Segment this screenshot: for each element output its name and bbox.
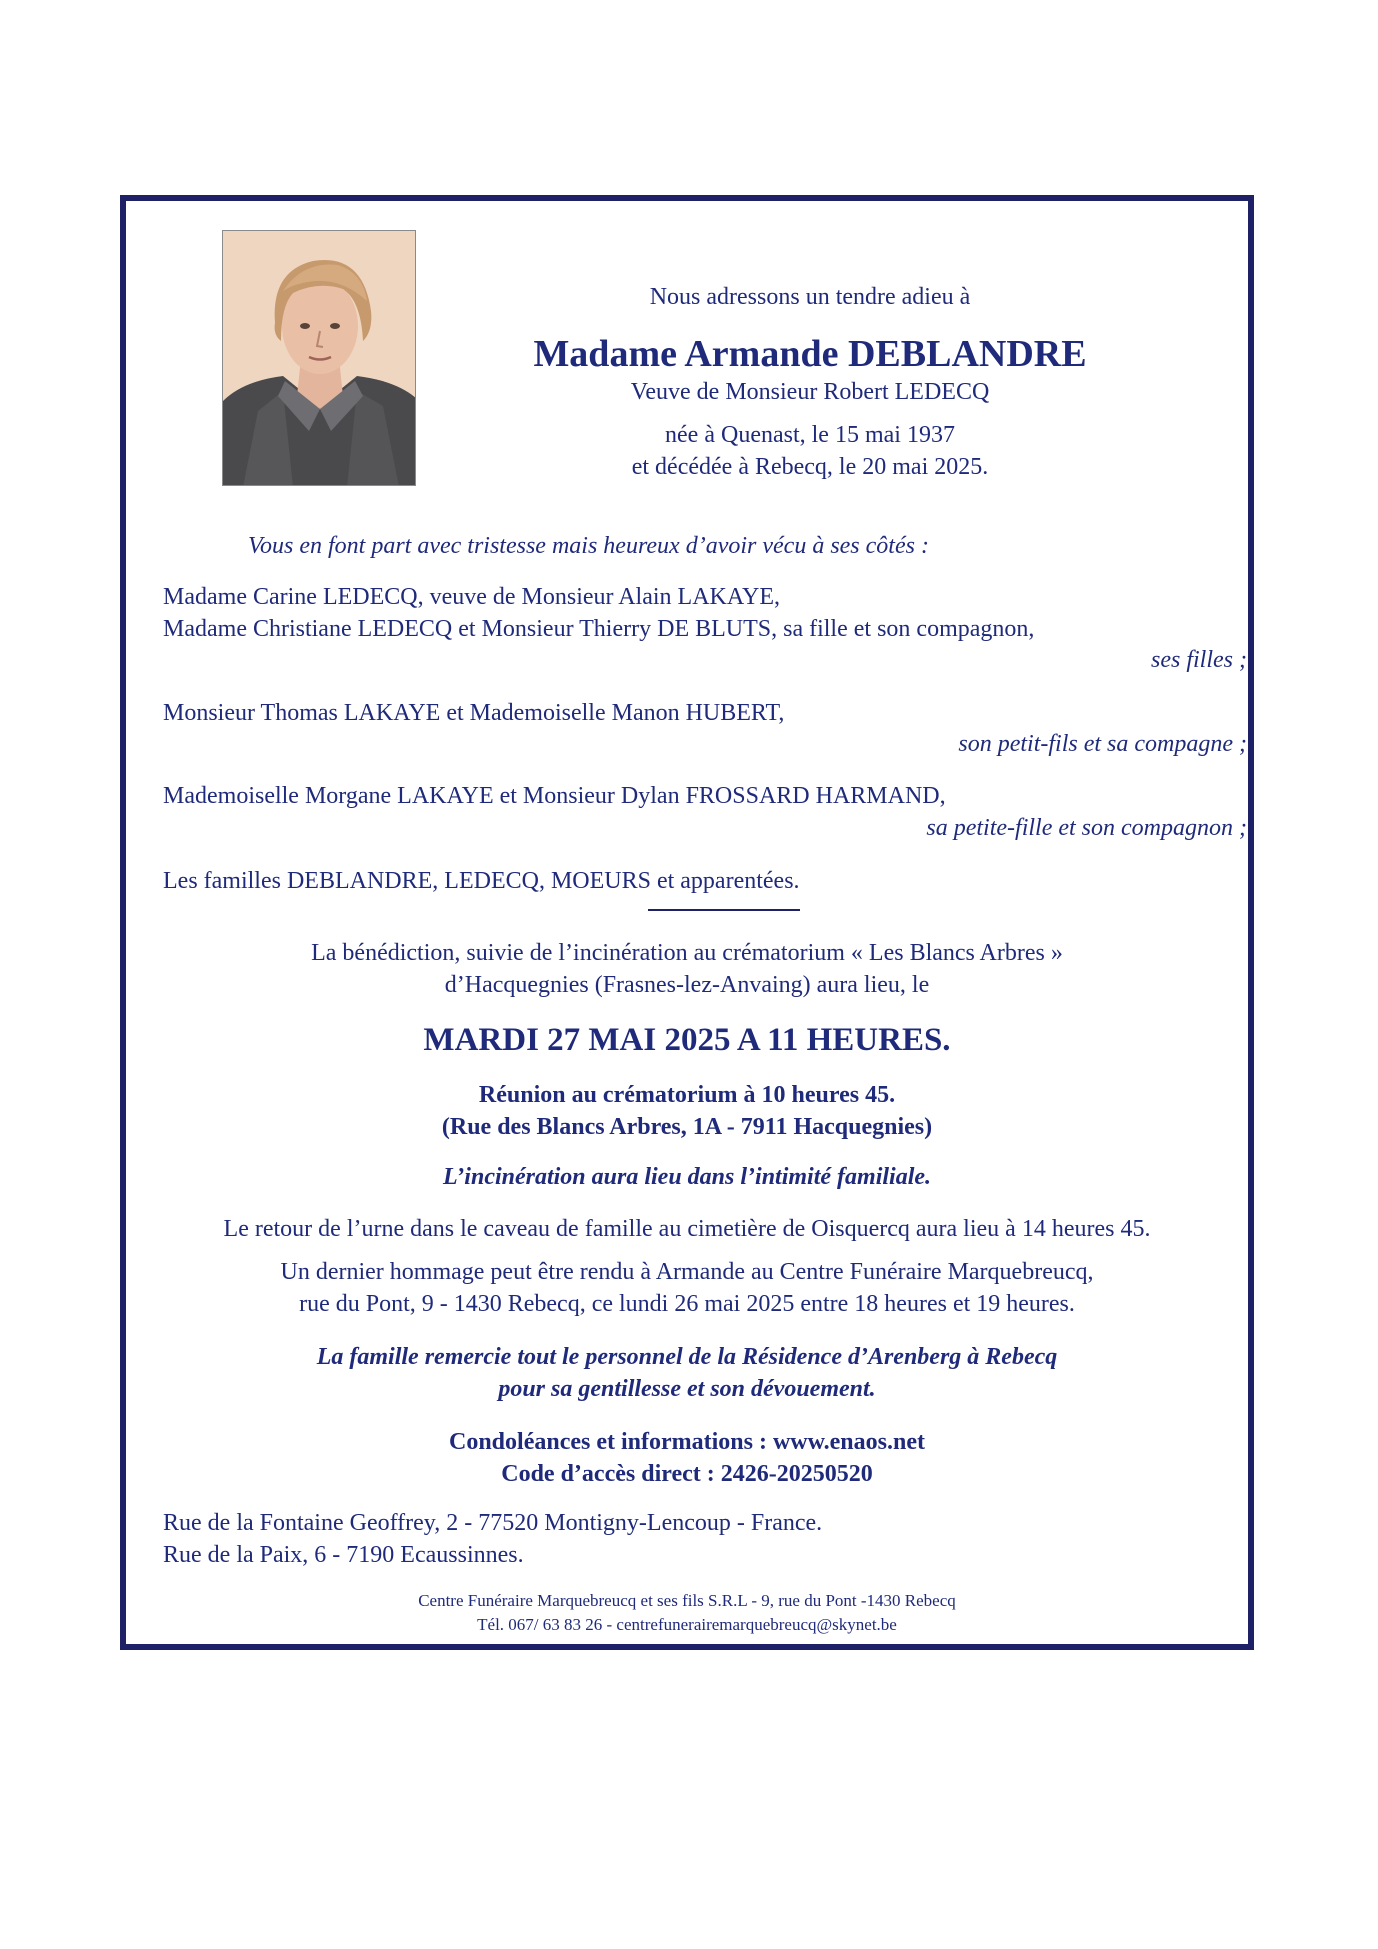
footer-line-1: Centre Funéraire Marquebreucq et ses fils S.R.L - 9, rue du Pont -1430 Rebecq [418,1591,956,1610]
birth-text: née à Quenast, le 15 mai 1937 [665,422,955,448]
section-divider [648,909,800,911]
family-daughter-1: Madame Carine LEDECQ, veuve de Monsieur Alain LAKAYE, [163,584,780,610]
family-grandson: Monsieur Thomas LAKAYE et Mademoiselle Manon HUBERT, [163,700,785,726]
family-granddaughter-role: sa petite-fille et son compagnon ; [926,815,1247,841]
announcement-text: Vous en font part avec tristesse mais heureux d’avoir vécu à ses côtés : [248,533,929,559]
meeting-text: Réunion au crématorium à 10 heures 45. [478,1082,896,1108]
address-line-2: Rue de la Paix, 6 - 7190 Ecaussinnes. [163,1542,524,1568]
access-code-line: Code d’accès direct : 2426-20250520 [501,1461,873,1487]
address-line-1: Rue de la Fontaine Geoffrey, 2 - 77520 Montigny-Lencoup - France. [163,1510,823,1536]
portrait-photo-icon [223,231,416,486]
death-text: et décédée à Rebecq, le 20 mai 2025. [631,454,989,480]
ceremony-line-1: La bénédiction, suivie de l’incinération au crématorium « Les Blancs Arbres » [311,940,1063,966]
ceremony-line-2: d’Hacquegnies (Frasnes-lez-Anvaing) aura lieu, le [444,972,930,998]
family-grandson-role: son petit-fils et sa compagne ; [958,731,1247,757]
footer-line-2: Tél. 067/ 63 83 26 - centrefunerairemarquebreucq@skynet.be [477,1615,897,1634]
widow-of-text: Veuve de Monsieur Robert LEDECQ [630,379,990,405]
intro-text: Nous adressons un tendre adieu à [649,284,971,310]
family-daughter-2: Madame Christiane LEDECQ et Monsieur Thierry DE BLUTS, sa fille et son compagnon, [163,616,1035,642]
intimate-notice: L’incinération aura lieu dans l’intimité familiale. [442,1164,932,1190]
homage-line-2: rue du Pont, 9 - 1430 Rebecq, ce lundi 26 mai 2025 entre 18 heures et 19 heures. [299,1291,1075,1317]
families-text: Les familles DEBLANDRE, LEDECQ, MOEURS et apparentées. [163,868,800,894]
thanks-line-1: La famille remercie tout le personnel de la Résidence d’Arenberg à Rebecq [316,1344,1058,1370]
family-daughters-role: ses filles ; [1151,647,1247,673]
family-granddaughter: Mademoiselle Morgane LAKAYE et Monsieur Dylan FROSSARD HARMAND, [163,783,946,809]
ceremony-date: MARDI 27 MAI 2025 A 11 HEURES. [423,1022,951,1058]
thanks-line-2: pour sa gentillesse et son dévouement. [498,1376,876,1402]
urn-notice: Le retour de l’urne dans le caveau de famille au cimetière de Oisquercq aura lieu à 14 heures 45. [223,1216,1151,1242]
meeting-address: (Rue des Blancs Arbres, 1A - 7911 Hacquegnies) [441,1114,933,1140]
homage-line-1: Un dernier hommage peut être rendu à Armande au Centre Funéraire Marquebreucq, [280,1259,1094,1285]
deceased-name: Madame Armande DEBLANDRE [533,333,1087,375]
condolences-line-1: Condoléances et informations : www.enaos.net [449,1429,925,1455]
portrait-photo [222,230,416,486]
